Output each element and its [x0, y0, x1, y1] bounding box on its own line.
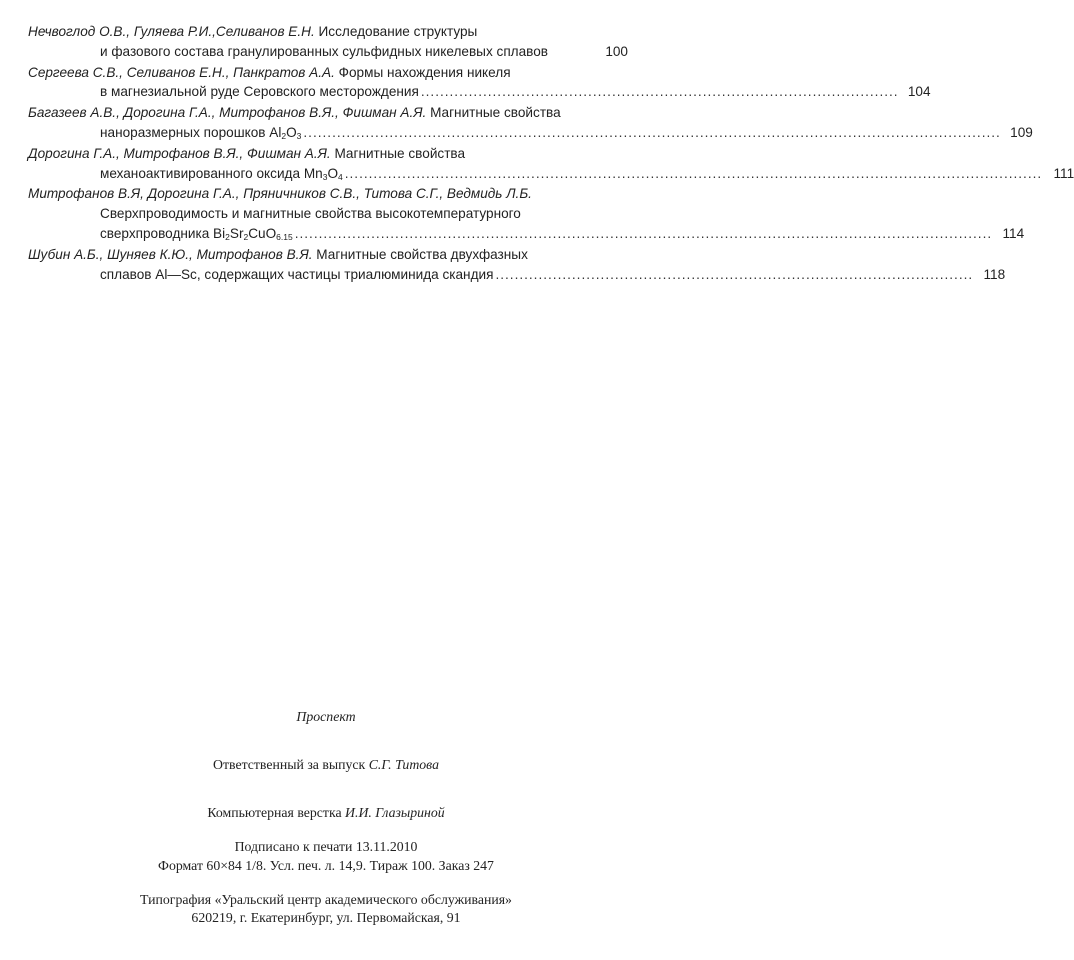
toc-leader-dots: ..................................................................................................................................................	[303, 124, 1001, 140]
printer-address: 620219, г. Екатеринбург, ул. Первомайская, 91	[191, 910, 461, 926]
toc-title-continued: сверхпроводника $Bi_2Sr_2CuO_{6.15}$	[100, 225, 293, 242]
toc-entry-last-line	[28, 224, 1025, 244]
publication-type: Проспект	[296, 709, 356, 724]
toc-page-number: 100	[605, 43, 628, 59]
toc-entry[interactable]	[28, 63, 931, 103]
toc-authors: Багазеев А.В., Дорогина Г.А., Митрофанов В.Я., Фишман А.Я.	[28, 105, 427, 121]
toc-leader-dots: ..................................................................................................................................................	[344, 165, 1043, 181]
toc-title-continued: наноразмерных порошков $Al_2O_3$	[100, 124, 302, 141]
toc-entry-last-line	[28, 42, 628, 62]
toc-page-number: 109	[1010, 124, 1033, 140]
toc-page-number: 111	[1053, 165, 1074, 181]
toc-entry-last-line	[28, 82, 931, 102]
responsible-line	[0, 756, 652, 774]
toc-leader-dots: ..................................................................................................................................................	[294, 225, 993, 241]
toc-authors: Нечвоглод О.В., Гуляева Р.И.,Селиванов Е.Н.	[28, 24, 315, 39]
layout-label: Компьютерная верстка	[207, 804, 342, 820]
toc-title: Формы нахождения никеля	[338, 64, 511, 80]
toc-entry[interactable]	[28, 103, 1033, 143]
signed-date: Подписано к печати 13.11.2010	[234, 839, 418, 855]
toc-entry-middle-line	[28, 204, 628, 224]
toc-entry-first-line	[28, 103, 628, 123]
toc-authors: Сергеева С.В., Селиванов Е.Н., Панкратов А.А.	[28, 64, 335, 80]
toc-entry-last-line	[28, 123, 1033, 143]
toc-entry-first-line	[28, 144, 628, 164]
imprint	[0, 708, 652, 928]
toc-page-number: 104	[907, 84, 931, 100]
format-details: Формат 60×84 1/8. Усл. печ. л. 14,9. Тираж 100. Заказ 247	[158, 857, 494, 873]
layout-line	[0, 804, 652, 822]
toc-entry[interactable]	[28, 245, 1006, 285]
responsible-name: С.Г. Титова	[368, 757, 439, 773]
printer-name: Типография «Уральский центр академического обслуживания»	[140, 892, 512, 908]
toc-entry[interactable]	[28, 184, 1025, 243]
toc-title: Магнитные свойства двухфазных	[316, 246, 528, 262]
toc-title-continued: сплавов Al—Sc, содержащих частицы триалюминида скандия	[100, 266, 494, 282]
toc-leader-dots: ....................................................................................................	[495, 266, 974, 282]
toc-entry-last-line	[28, 265, 1006, 285]
table-of-contents	[28, 22, 1074, 285]
toc-title: Магнитные свойства	[430, 105, 561, 121]
toc-title-continued: механоактивированного оксида $Mn_3O_4$	[100, 165, 343, 182]
toc-title-continued: и фазового состава гранулированных сульфидных никелевых сплавов	[100, 43, 549, 59]
toc-entry[interactable]	[28, 22, 628, 62]
toc-entry[interactable]	[28, 144, 1074, 184]
toc-entry-first-line	[28, 184, 628, 204]
toc-title: Сверхпроводимость и магнитные свойства высокотемпературного	[100, 206, 521, 222]
layout-name: И.И. Глазыриной	[345, 804, 445, 820]
toc-authors: Дорогина Г.А., Митрофанов В.Я., Фишман А.Я.	[28, 145, 331, 161]
toc-title: Магнитные свойства	[334, 145, 466, 161]
toc-entry-first-line	[28, 22, 628, 42]
responsible-label: Ответственный за выпуск	[213, 757, 366, 773]
toc-authors: Шубин А.Б., Шуняев К.Ю., Митрофанов В.Я.	[28, 246, 313, 262]
toc-leader-dots: ....................................................................................................	[420, 84, 899, 100]
toc-title-continued: в магнезиальной руде Серовского месторождения	[100, 84, 419, 100]
toc-authors: Митрофанов В.Я, Дорогина Г.А., Пряничников С.В., Титова С.Г., Ведмидь Л.Б.	[28, 186, 532, 202]
toc-entry-first-line	[28, 63, 628, 83]
toc-page-number: 114	[1002, 225, 1025, 241]
toc-entry-last-line	[28, 164, 1074, 184]
toc-title: Исследование структуры	[318, 24, 478, 39]
toc-entry-first-line	[28, 245, 628, 265]
toc-page-number: 118	[983, 266, 1006, 282]
